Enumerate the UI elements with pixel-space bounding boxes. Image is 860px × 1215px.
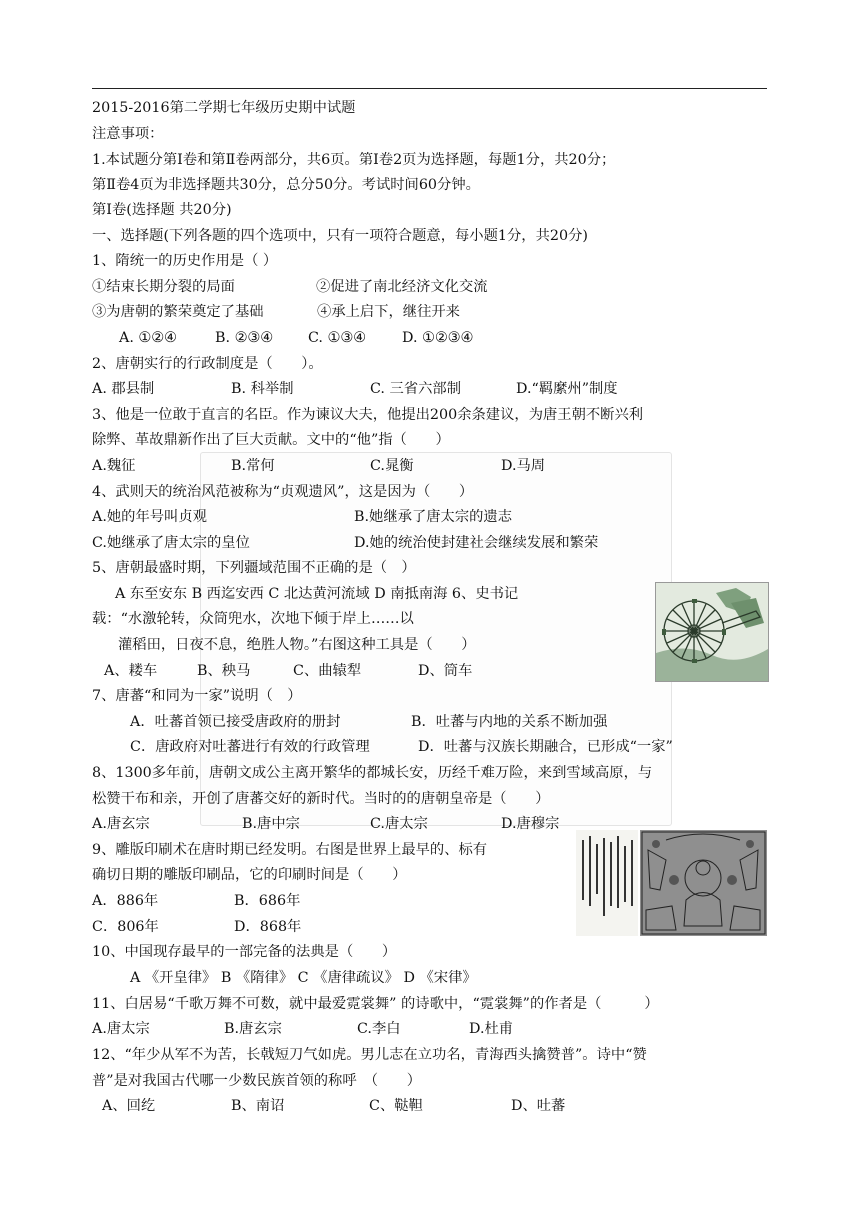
woodblock-print-image [576,830,767,936]
q6-option-c: C、曲辕犁 [293,663,362,679]
q8-stem-2: 松赞干布和亲，开创了唐蕃交好的新时代。当时的的唐朝皇帝是（ ） [92,791,550,807]
q6-stem-1: 载：“水激轮转，众筒兜水，次地下倾于岸上……以 [92,611,414,627]
q4-option-b: B.她继承了唐太宗的遗志 [354,509,513,525]
q8-option-c: C.唐太宗 [370,816,428,832]
q2-option-b: B. 科举制 [231,381,294,397]
q9-option-c: C．806年 [92,919,159,935]
q9-option-b: B．686年 [234,893,301,909]
q1-statement-1: ①结束长期分裂的局面 [92,279,235,295]
q8-stem-1: 8、1300多年前，唐朝文成公主离开繁华的都城长安，历经千难万险，来到雪域高原，与 [92,765,653,781]
q1-option-d: D. ①②③④ [402,330,474,346]
q12-option-b: B、南诏 [231,1098,285,1114]
q9-stem-1: 9、雕版印刷术在唐时期已经发明。右图是世界上最早的、标有 [92,842,488,858]
q1-option-c: C. ①③④ [308,330,366,346]
header-rule [92,88,767,89]
q2-option-d: D.“羁縻州”制度 [516,381,618,397]
q9-option-a: A．886年 [92,893,159,909]
q1-option-b: B. ②③④ [215,330,274,346]
q8-option-d: D.唐穆宗 [501,816,560,832]
q4-stem: 4、武则天的统治风范被称为“贞观遗风”，这是因为（ ） [92,484,474,500]
notice-label: 注意事项： [92,126,164,142]
notice-line-1: 1.本试题分第Ⅰ卷和第Ⅱ卷两部分，共6页。第Ⅰ卷2页为选择题，每题1分，共20分； [92,152,616,168]
q10-stem: 10、中国现存最早的一部完备的法典是（ ） [92,944,397,960]
q7-option-b: B．吐蕃与内地的关系不断加强 [411,714,608,730]
q1-statement-4: ④承上启下，继往开来 [317,304,460,320]
exam-title: 2015-2016第二学期七年级历史期中试题 [92,100,356,116]
q6-option-d: D、筒车 [418,663,473,679]
water-wheel-image [655,582,769,682]
q2-option-c: C. 三省六部制 [370,381,462,397]
q5-options: A 东至安东 B 西迄安西 C 北达黄河流域 D 南抵南海 6、史书记 [115,586,519,602]
q3-option-b: B.常何 [231,458,275,474]
q3-option-c: C.晁衡 [370,458,414,474]
q6-stem-2: 灌稻田，日夜不息，绝胜人物。”右图这种工具是（ ） [118,637,476,653]
q11-option-c: C.李白 [357,1021,401,1037]
q12-option-c: C、鞑靼 [369,1098,423,1114]
q11-option-a: A.唐太宗 [92,1021,150,1037]
q3-stem-2: 除弊、革故鼎新作出了巨大贡献。文中的“他”指（ ） [92,432,450,448]
q9-stem-2: 确切日期的雕版印刷品，它的印刷时间是（ ） [92,867,407,883]
q8-option-b: B.唐中宗 [242,816,300,832]
q3-option-d: D.马周 [501,458,546,474]
q1-statement-2: ②促进了南北经济文化交流 [316,279,488,295]
q7-option-a: A．吐蕃首领已接受唐政府的册封 [130,714,341,730]
q11-option-d: D.杜甫 [469,1021,514,1037]
q6-option-a: A、耧车 [104,663,158,679]
q7-option-d: D．吐蕃与汉族长期融合，已形成“一家” [418,739,673,755]
q6-option-b: B、秧马 [197,663,251,679]
section-title: 一、选择题(下列各题的四个选项中，只有一项符合题意，每小题1分，共20分) [92,228,588,244]
q4-option-c: C.她继承了唐太宗的皇位 [92,535,250,551]
q8-option-a: A.唐玄宗 [92,816,150,832]
q3-stem-1: 3、他是一位敢于直言的名臣。作为谏议大夫，他提出200余条建议，为唐王朝不断兴利 [92,407,644,423]
q11-option-b: B.唐玄宗 [224,1021,282,1037]
q11-stem: 11、白居易“千歌万舞不可数，就中最爱霓裳舞” 的诗歌中，“霓裳舞”的作者是（ ） [92,996,659,1012]
q1-stem: 1、隋统一的历史作用是（ ） [92,253,278,269]
q2-option-a: A. 郡县制 [92,381,155,397]
q10-options: A 《开皇律》 B 《隋律》 C 《唐律疏议》 D 《宋律》 [130,970,477,986]
q2-stem: 2、唐朝实行的行政制度是（ ）。 [92,356,323,372]
q12-stem-2: 普”是对我国古代哪一少数民族首领的称呼 （ ） [92,1073,421,1089]
q7-stem: 7、唐蕃“和同为一家”说明（ ） [92,688,302,704]
q12-stem-1: 12、“年少从军不为苦，长戟短刀气如虎。男儿志在立功名，青海西头擒赞普”。诗中“赞 [92,1047,647,1063]
q12-option-a: A、回纥 [102,1098,156,1114]
q12-option-d: D、吐蕃 [511,1098,566,1114]
q4-option-d: D.她的统治使封建社会继续发展和繁荣 [354,535,599,551]
q7-option-c: C．唐政府对吐蕃进行有效的行政管理 [130,739,370,755]
q3-option-a: A.魏征 [92,458,136,474]
q4-option-a: A.她的年号叫贞观 [92,509,207,525]
q1-option-a: A. ①②④ [119,330,177,346]
q9-option-d: D．868年 [234,919,302,935]
part-title: 第Ⅰ卷(选择题 共20分) [92,202,232,218]
q5-stem: 5、唐朝最盛时期，下列疆域范围不正确的是（ ） [92,560,416,576]
notice-line-2: 第Ⅱ卷4页为非选择题共30分，总分50分。考试时间60分钟。 [92,177,480,193]
q1-statement-3: ③为唐朝的繁荣奠定了基础 [92,304,264,320]
